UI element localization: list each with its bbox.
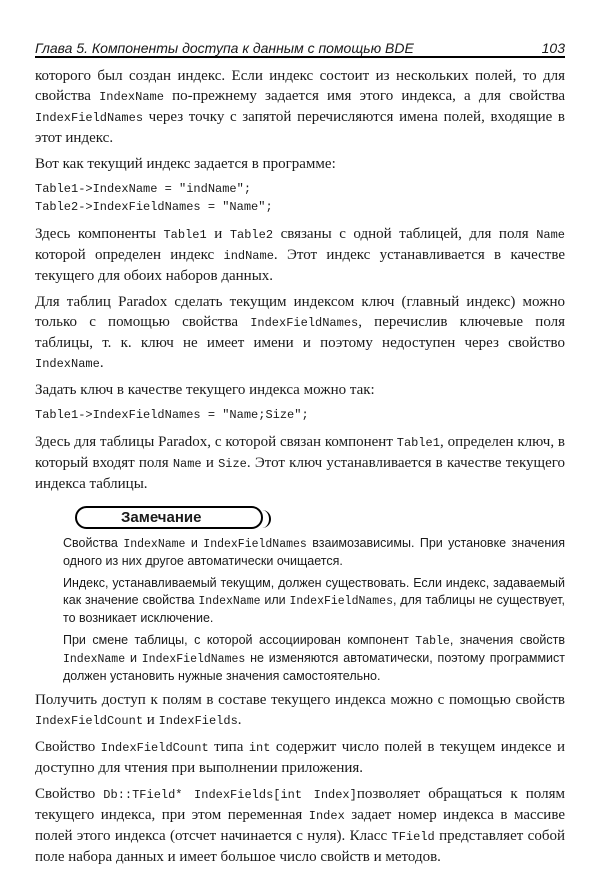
text-run: Свойства: [63, 536, 124, 550]
paragraph: [35, 432, 565, 494]
code-identifier: IndexFieldCount: [100, 741, 209, 755]
paragraph: [35, 690, 565, 731]
code-identifier: IndexFieldNames: [250, 316, 359, 330]
code-line: Table2->IndexFieldNames = "Name";: [35, 200, 273, 214]
page-body: [35, 66, 565, 873]
code-identifier: IndexFieldNames: [35, 111, 144, 125]
text-run: взаимозависимы. При установке значения одного из них другое автоматически очищается.: [63, 536, 565, 568]
text-run: задает номер индекса в массиве полей этого индекса (отсчет начинается с нуля). Класс: [35, 807, 565, 844]
code-identifier: IndexFieldNames: [141, 653, 246, 666]
text-run: которого был создан индекс. Если индекс состоит из нескольких полей, то для свойства: [35, 68, 565, 104]
text-run: по-прежнему задается имя этого индекса, а для свойства: [163, 88, 566, 104]
running-header: [35, 32, 565, 58]
text-run: , значения свойств: [449, 633, 565, 647]
code-identifier: IndexFields: [158, 714, 238, 728]
page-number: 103: [541, 40, 565, 56]
text-run: и: [206, 226, 230, 242]
text-run: Здесь для таблицы Paradox, с которой связан компонент: [35, 434, 397, 450]
chapter-title: Глава 5. Компоненты доступа к данным с помощью BDE: [35, 40, 414, 56]
note-paragraph: [63, 535, 565, 570]
text-run: или: [260, 593, 290, 607]
text-run: и: [201, 455, 219, 471]
text-run: содержит число полей в текущем индексе и доступно для чтения при выполнении приложения.: [35, 739, 565, 776]
code-identifier: TField: [391, 830, 435, 844]
code-identifier: IndexFieldCount: [35, 714, 144, 728]
note-label: Замечание: [75, 506, 263, 529]
text-run: и: [185, 536, 204, 550]
code-identifier: IndexFieldNames: [289, 595, 393, 608]
text-run: представляет собой поле набора данных и имеет большое число свойств и методов.: [35, 828, 565, 865]
paragraph: Задать ключ в качестве текущего индекса можно так:: [35, 382, 375, 398]
text-run: позволяет обращаться к полям текущего индекса, при этом переменная: [35, 786, 565, 823]
code-identifier: Table1: [163, 228, 207, 242]
text-run: и: [125, 651, 142, 665]
paragraph: [35, 66, 565, 148]
code-identifier: Name: [536, 228, 565, 242]
code-listing: [35, 180, 565, 216]
code-identifier: Index: [308, 809, 345, 823]
code-identifier: Table2: [229, 228, 274, 242]
text-run: Для таблиц Paradox сделать текущим индексом ключ (главный индекс) можно только с помощью свойства: [35, 294, 565, 330]
code-identifier: IndexFieldNames: [203, 538, 307, 551]
text-run: типа: [208, 739, 249, 755]
text-run: через точку с запятой перечисляются имена полей, входящие в этот индекс.: [35, 109, 565, 146]
text-run: и: [143, 712, 159, 728]
text-run: , перечислив ключевые поля таблицы, т. к. ключ не имеет имени и поэтому недоступен через свойство: [35, 314, 566, 351]
text-run: .: [99, 355, 104, 371]
text-run: Получить доступ к полям в составе текущего индекса можно с помощью свойств: [35, 692, 565, 708]
code-identifier: int: [248, 741, 271, 755]
paragraph: [35, 292, 565, 374]
code-identifier: Table: [415, 635, 450, 648]
text-run: . Этот ключ устанавливается в качестве текущего индекса таблицы.: [35, 455, 566, 492]
paragraph: Вот как текущий индекс задается в программе:: [35, 156, 336, 172]
code-identifier: Size: [218, 457, 247, 471]
code-line: Table1->IndexName = "indName";: [35, 182, 252, 196]
paragraph: [35, 737, 565, 778]
code-identifier: IndexName: [63, 653, 126, 666]
text-run: , определен ключ, в который входят поля: [35, 434, 565, 471]
text-run: При смене таблицы, с которой ассоциирован компонент: [63, 633, 416, 647]
code-identifier: Name: [172, 457, 202, 471]
code-identifier: Table1: [396, 436, 440, 450]
text-run: Свойство: [35, 786, 104, 802]
text-run: связаны с одной таблицей, для поля: [273, 226, 537, 242]
text-run: не изменяются автоматически, поэтому программист должен установить нужные значения самостоятельно.: [63, 651, 566, 683]
text-run: , для таблицы не существует, то возникает исключение.: [63, 593, 565, 625]
code-identifier: indName: [223, 249, 274, 263]
note-paragraph: [63, 575, 565, 627]
code-identifier: IndexName: [198, 595, 261, 608]
note-block: [35, 535, 565, 685]
code-identifier: IndexName: [35, 357, 100, 371]
code-identifier: IndexName: [99, 90, 164, 104]
code-listing: [35, 406, 565, 424]
text-run: Свойство: [35, 739, 101, 755]
text-run: .: [237, 712, 242, 728]
paragraph: [35, 224, 565, 286]
text-run: Индекс, устанавливаемый текущим, должен существовать. Если индекс, задаваемый как значение свойства: [63, 576, 565, 607]
code-identifier: Db::TField* IndexFields[int Index]: [103, 788, 357, 802]
text-run: которой определен индекс: [35, 247, 224, 263]
text-run: . Этот индекс устанавливается в качестве текущего для обоих наборов данных.: [35, 247, 566, 284]
code-identifier: IndexName: [123, 538, 186, 551]
note-paragraph: [63, 632, 565, 685]
code-line: Table1->IndexFieldNames = "Name;Size";: [35, 408, 309, 422]
text-run: Здесь компоненты: [35, 226, 164, 242]
